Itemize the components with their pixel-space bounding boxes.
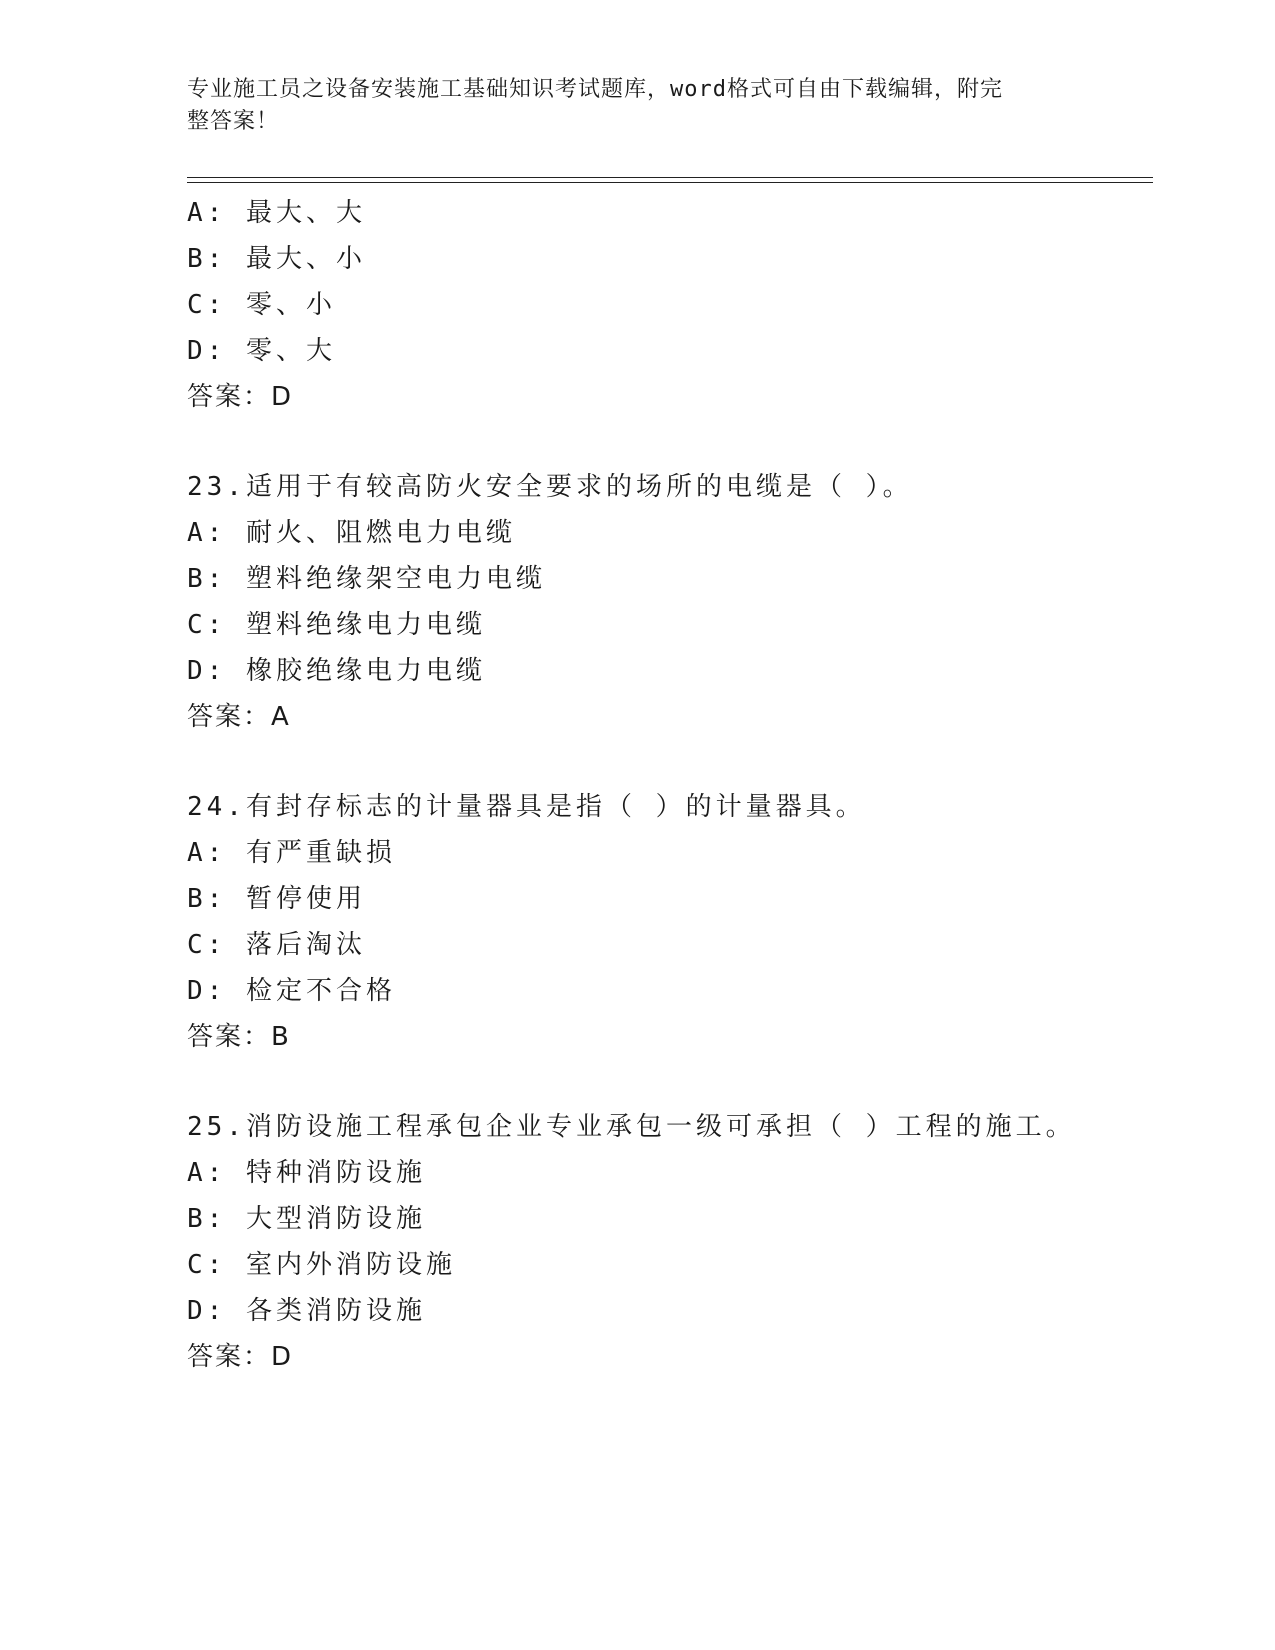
- option-text: 检定不合格: [245, 976, 396, 1006]
- option-b: [187, 556, 1153, 602]
- option-text: 零、小: [245, 290, 336, 320]
- header-line-2: 整答案！: [187, 109, 280, 134]
- option-label: B:: [187, 884, 227, 914]
- option-text: 特种消防设施: [245, 1158, 426, 1188]
- answer-line: 答案：A: [187, 702, 291, 732]
- option-text: 最大、小: [245, 244, 366, 274]
- option-label: C:: [187, 290, 227, 320]
- header-line-1: 专业施工员之设备安装施工基础知识考试题库，word格式可自由下载编辑，附完: [187, 77, 1003, 102]
- option-text: 大型消防设施: [245, 1204, 426, 1234]
- option-text: 有严重缺损: [245, 838, 396, 868]
- question-list: [187, 190, 1153, 1380]
- option-text: 橡胶绝缘电力电缆: [245, 656, 486, 686]
- option-label: A:: [187, 198, 227, 228]
- option-d: [187, 648, 1153, 694]
- option-text: 落后淘汰: [245, 930, 366, 960]
- option-b: [187, 876, 1153, 922]
- option-label: B:: [187, 1204, 227, 1234]
- option-c: [187, 1242, 1153, 1288]
- answer-line: 答案：B: [187, 1022, 291, 1052]
- option-label: D:: [187, 976, 227, 1006]
- option-label: A:: [187, 838, 227, 868]
- option-label: D:: [187, 336, 227, 366]
- option-d: [187, 1288, 1153, 1334]
- option-c: [187, 602, 1153, 648]
- option-label: C:: [187, 610, 227, 640]
- option-a: [187, 190, 1153, 236]
- answer-line: 答案：D: [187, 382, 294, 412]
- option-label: D:: [187, 1296, 227, 1326]
- document-header: [187, 74, 1067, 138]
- option-text: 最大、大: [245, 198, 366, 228]
- option-label: C:: [187, 930, 227, 960]
- answer-line: 答案：D: [187, 1342, 294, 1372]
- option-a: [187, 510, 1153, 556]
- question-22-tail: [187, 190, 1153, 420]
- option-c: [187, 922, 1153, 968]
- question-24: [187, 784, 1153, 1060]
- option-a: [187, 830, 1153, 876]
- question-25: [187, 1104, 1153, 1380]
- question-stem: 25.消防设施工程承包企业专业承包一级可承担（ ）工程的施工。: [187, 1112, 1076, 1142]
- option-text: 暂停使用: [245, 884, 366, 914]
- question-stem: 24.有封存标志的计量器具是指（ ）的计量器具。: [187, 792, 866, 822]
- question-stem: 23.适用于有较高防火安全要求的场所的电缆是（ ）。: [187, 472, 913, 502]
- option-text: 室内外消防设施: [245, 1250, 456, 1280]
- option-text: 各类消防设施: [245, 1296, 426, 1326]
- option-text: 塑料绝缘电力电缆: [245, 610, 486, 640]
- option-label: A:: [187, 518, 227, 548]
- option-text: 耐火、阻燃电力电缆: [245, 518, 516, 548]
- option-label: A:: [187, 1158, 227, 1188]
- option-text: 塑料绝缘架空电力电缆: [245, 564, 546, 594]
- option-b: [187, 236, 1153, 282]
- option-label: B:: [187, 244, 227, 274]
- option-label: D:: [187, 656, 227, 686]
- option-b: [187, 1196, 1153, 1242]
- option-c: [187, 282, 1153, 328]
- question-23: [187, 464, 1153, 740]
- option-label: B:: [187, 564, 227, 594]
- option-label: C:: [187, 1250, 227, 1280]
- option-d: [187, 968, 1153, 1014]
- header-divider-bottom: [187, 182, 1153, 183]
- option-d: [187, 328, 1153, 374]
- option-text: 零、大: [245, 336, 336, 366]
- header-divider-top: [187, 177, 1153, 178]
- option-a: [187, 1150, 1153, 1196]
